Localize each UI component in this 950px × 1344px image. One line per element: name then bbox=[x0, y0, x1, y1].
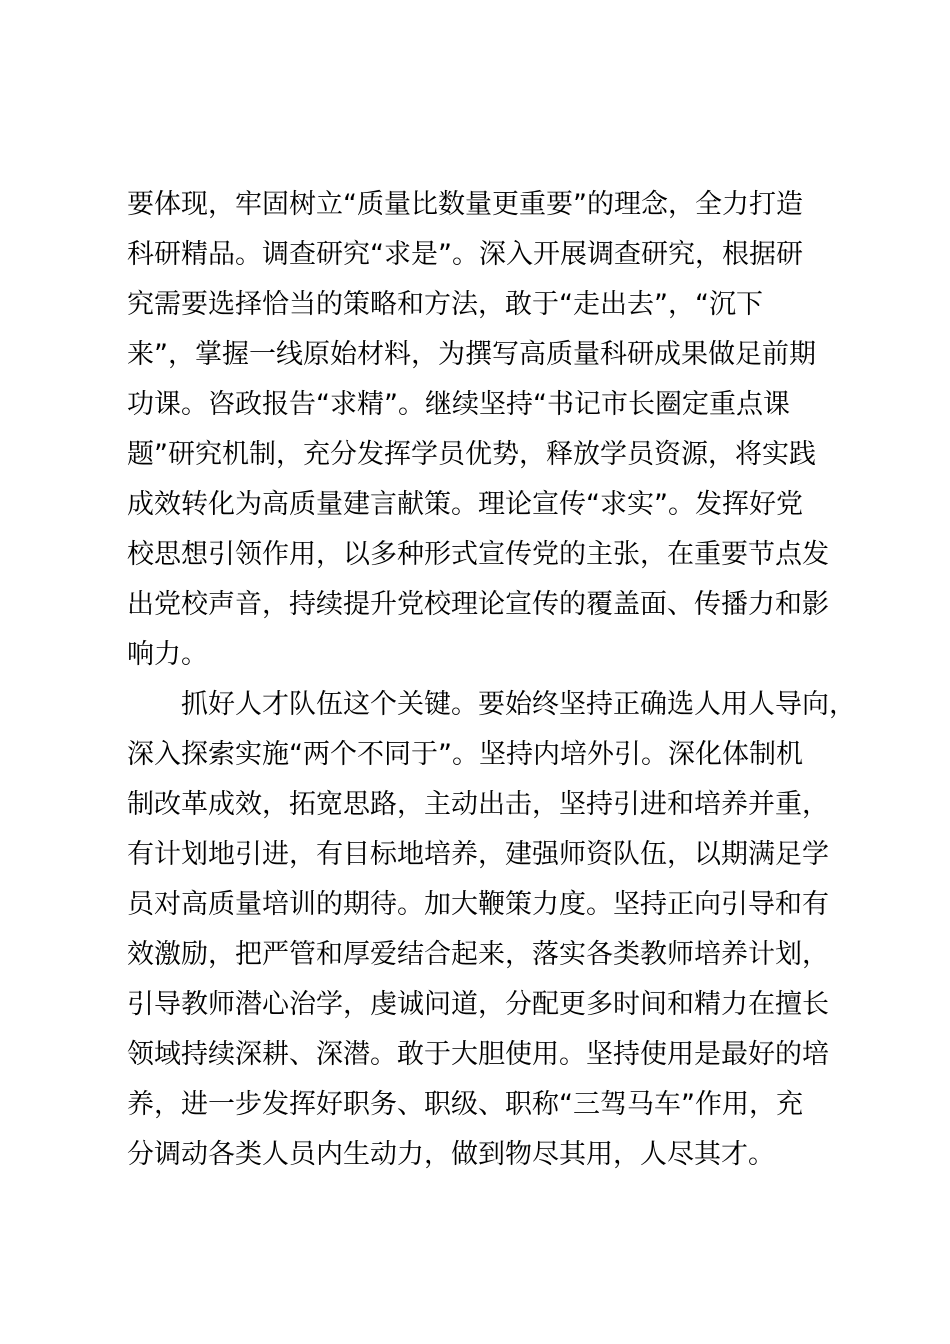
paragraph-2-line-9: 养，进一步发挥好职务、职级、职称“三驾马车”作用，充 bbox=[127, 1089, 803, 1120]
paragraph-1-line-4: 来”，掌握一线原始材料，为撰写高质量科研成果做足前期 bbox=[127, 339, 816, 370]
paragraph-2-line-1: 抓好人才队伍这个关键。要始终坚持正确选人用人导向， bbox=[127, 689, 856, 720]
paragraph-1-line-8: 校思想引领作用，以多种形式宣传党的主张，在重要节点发 bbox=[127, 539, 829, 570]
paragraph-1-line-3: 究需要选择恰当的策略和方法，敢于“走出去”，“沉下 bbox=[127, 289, 763, 320]
paragraph-2-line-4: 有计划地引进，有目标地培养，建强师资队伍，以期满足学 bbox=[127, 839, 829, 870]
paragraph-2-line-7: 引导教师潜心治学，虔诚问道，分配更多时间和精力在擅长 bbox=[127, 989, 829, 1020]
paragraph-1-line-2: 科研精品。调查研究“求是”。深入开展调查研究，根据研 bbox=[127, 239, 803, 270]
paragraph-2-line-10: 分调动各类人员内生动力，做到物尽其用，人尽其才。 bbox=[127, 1139, 775, 1170]
paragraph-1-line-5: 功课。咨政报告“求精”。继续坚持“书记市长圈定重点课 bbox=[127, 389, 790, 420]
paragraph-2-line-6: 效激励，把严管和厚爱结合起来，落实各类教师培养计划， bbox=[127, 939, 829, 970]
paragraph-1-line-1: 要体现，牢固树立“质量比数量更重要”的理念，全力打造 bbox=[127, 189, 803, 220]
paragraph-1-line-9: 出党校声音，持续提升党校理论宣传的覆盖面、传播力和影 bbox=[127, 589, 829, 620]
paragraph-2-line-8: 领域持续深耕、深潜。敢于大胆使用。坚持使用是最好的培 bbox=[127, 1039, 829, 1070]
paragraph-1-line-7: 成效转化为高质量建言献策。理论宣传“求实”。发挥好党 bbox=[127, 489, 803, 520]
paragraph-1-line-10: 响力。 bbox=[127, 639, 208, 670]
paragraph-2-line-5: 员对高质量培训的期待。加大鞭策力度。坚持正向引导和有 bbox=[127, 889, 829, 920]
document-body bbox=[127, 180, 857, 1180]
paragraph-1-line-6: 题”研究机制，充分发挥学员优势，释放学员资源，将实践 bbox=[127, 439, 816, 470]
paragraph-2-line-3: 制改革成效，拓宽思路，主动出击，坚持引进和培养并重， bbox=[127, 789, 829, 820]
paragraph-2-line-2: 深入探索实施“两个不同于”。坚持内培外引。深化体制机 bbox=[127, 739, 803, 770]
